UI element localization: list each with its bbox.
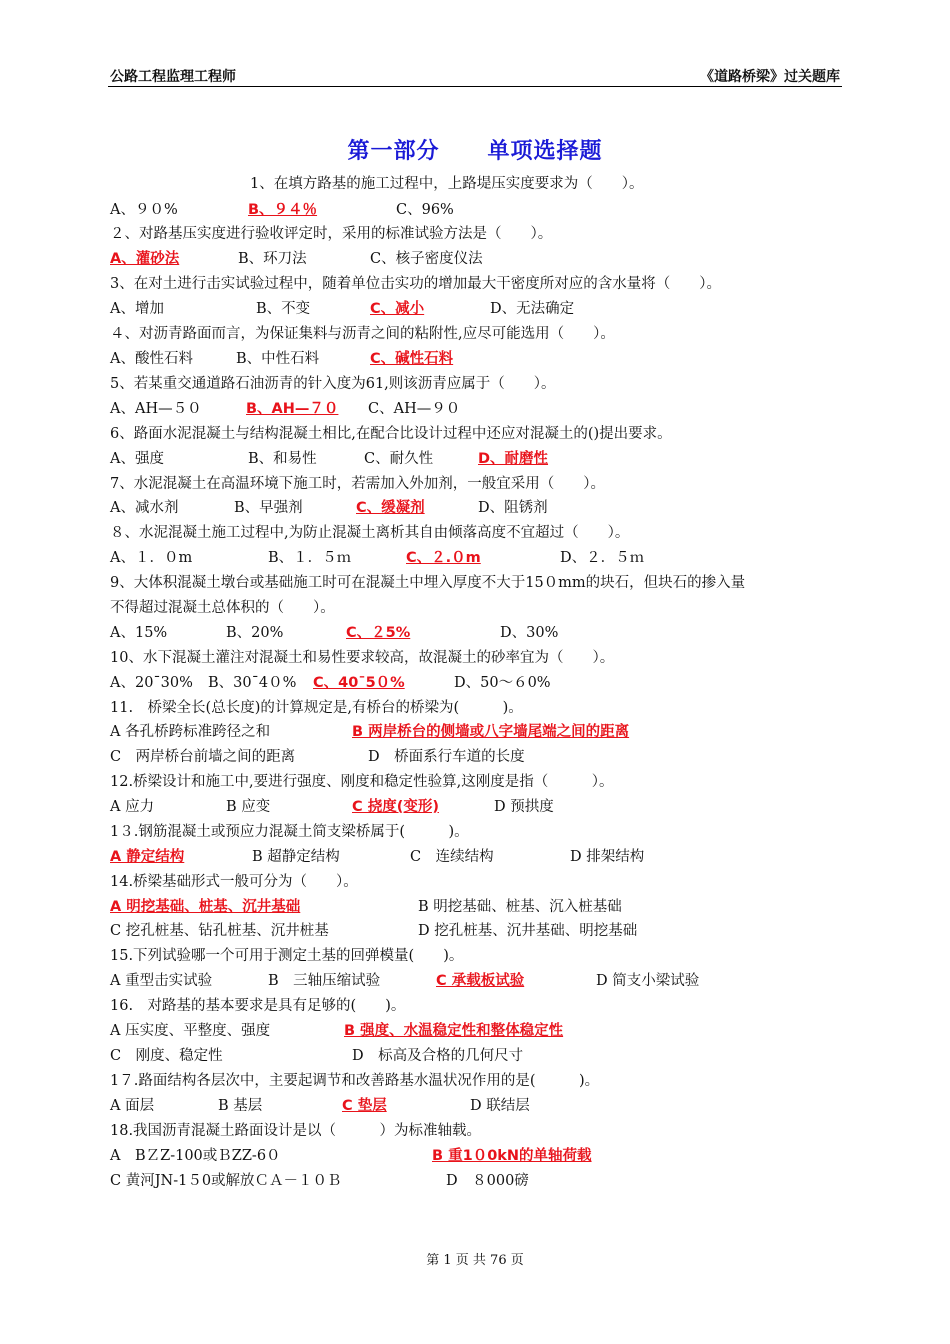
option-17d: D 联结层 (470, 1098, 530, 1114)
option-14c: C 挖孔桩基、钻孔桩基、沉井桩基 (110, 923, 329, 939)
option-2c: C、核子密度仪法 (370, 251, 483, 267)
answer-5b: B、AH—７０ (246, 401, 339, 417)
answer-1b: B、９４％ (248, 202, 318, 218)
option-2b: B、环刀法 (238, 251, 307, 267)
option-11a: A 各孔桥跨标准跨径之和 (110, 724, 271, 740)
answer-2a: A、灌砂法 (110, 251, 180, 267)
header-left: 公路工程监理工程师 (110, 69, 236, 85)
option-10b: B、30¯4０% (208, 675, 297, 691)
question-9-cont: 不得超过混凝土总体积的（ ）。 (110, 600, 335, 616)
option-17b: B 基层 (218, 1098, 263, 1114)
option-6a: A、强度 (110, 451, 164, 467)
answer-9c: C、２5% (346, 625, 411, 641)
answer-8c: C、２.０m (406, 550, 481, 566)
answer-4c: C、碱性石料 (370, 351, 454, 367)
answer-18b: B 重1０0kN的单轴荷载 (432, 1148, 592, 1164)
question-18: 18.我国沥青混凝土路面设计是以（ ）为标准轴载。 (110, 1123, 482, 1139)
option-6c: C、耐久性 (364, 451, 434, 467)
answer-6d: D、耐磨性 (478, 451, 549, 467)
option-15d: D 简支小梁试验 (596, 973, 700, 989)
option-18c: C 黄河JN-1５0或解放ＣＡ－１０Ｂ (110, 1173, 342, 1189)
header-right: 《道路桥梁》过关题库 (700, 69, 840, 85)
option-12d: D 预拱度 (494, 799, 554, 815)
option-5a: A、AH—５０ (110, 401, 202, 417)
option-4b: B、中性石料 (236, 351, 320, 367)
header-divider (108, 86, 842, 87)
question-16: 16. 对路基的基本要求是具有足够的( )。 (110, 998, 406, 1014)
question-5: 5、若某重交通道路石油沥青的针入度为61,则该沥青应属于（ ）。 (110, 376, 556, 392)
question-13: 1３.钢筋混凝土或预应力混凝土简支梁桥属于( )。 (110, 824, 469, 840)
option-10d: D、50～６0% (454, 675, 551, 691)
answer-15c: C 承载板试验 (436, 973, 525, 989)
question-4: ４、对沥青路面而言，为保证集料与沥青之间的粘附性,应尽可能选用（ ）。 (110, 326, 615, 342)
option-15a: A 重型击实试验 (110, 973, 213, 989)
question-6: 6、路面水泥混凝土与结构混凝土相比,在配合比设计过程中还应对混凝土的()提出要求。 (110, 426, 672, 442)
option-9a: A、15% (110, 625, 168, 641)
option-7d: D、阻锈剂 (478, 500, 548, 516)
option-3d: D、无法确定 (490, 301, 575, 317)
question-9: 9、大体积混凝土墩台或基础施工时可在混凝土中埋入厚度不大于15０mm的块石，但块石的掺入量 (110, 575, 746, 591)
question-14: 14.桥梁基础形式一般可分为（ ）。 (110, 874, 358, 890)
option-12a: A 应力 (110, 799, 155, 815)
option-10a: A、20¯30% (110, 675, 193, 691)
option-8d: D、２．５ｍ (560, 550, 645, 566)
question-3: 3、在对土进行击实试验过程中，随着单位击实功的增加最大干密度所对应的含水量将（ ）。 (110, 276, 721, 292)
option-7b: B、早强剂 (234, 500, 303, 516)
option-1c: C、96% (396, 202, 454, 218)
option-13d: D 排架结构 (570, 849, 645, 865)
question-1: 1、在填方路基的施工过程中，上路堤压实度要求为（ ）。 (250, 176, 644, 192)
option-13b: B 超静定结构 (252, 849, 340, 865)
answer-3c: C、减小 (370, 301, 425, 317)
answer-10c: C、40¯5０% (313, 675, 405, 691)
answer-16b: B 强度、水温稳定性和整体稳定性 (344, 1023, 564, 1039)
answer-11b: B 两岸桥台的侧墙或八字墙尾端之间的距离 (352, 724, 630, 740)
answer-12c: C 挠度(变形) (352, 799, 439, 815)
option-14d: D 挖孔桩基、沉井基础、明挖基础 (418, 923, 638, 939)
option-1a: A、９０% (110, 202, 178, 218)
question-12: 12.桥梁设计和施工中,要进行强度、刚度和稳定性验算,这刚度是指（ ）。 (110, 774, 614, 790)
option-17a: A 面层 (110, 1098, 155, 1114)
option-11d: D 桥面系行车道的长度 (368, 749, 525, 765)
option-14b: B 明挖基础、桩基、沉入桩基础 (418, 899, 622, 915)
option-9d: D、30% (500, 625, 559, 641)
title-section: 单项选择题 (487, 139, 603, 164)
option-16d: D 标高及合格的几何尺寸 (352, 1048, 524, 1064)
option-12b: B 应变 (226, 799, 271, 815)
option-11c: C 两岸桥台前墙之间的距离 (110, 749, 296, 765)
question-17: 1７.路面结构各层次中，主要起调节和改善路基水温状况作用的是( )。 (110, 1073, 600, 1089)
option-3a: A、增加 (110, 301, 164, 317)
question-8: ８、水泥混凝土施工过程中,为防止混凝土离析其自由倾落高度不宜超过（ ）。 (110, 525, 630, 541)
question-11: 11. 桥梁全长(总长度)的计算规定是,有桥台的桥梁为( )。 (110, 700, 523, 716)
option-18a: A BＺZ-100或ＢZZ-6０ (110, 1148, 281, 1164)
option-8b: B、１．５ｍ (268, 550, 352, 566)
option-6b: B、和易性 (248, 451, 317, 467)
question-2: ２、对路基压实度进行验收评定时，采用的标准试验方法是（ ）。 (110, 226, 553, 242)
option-16c: C 刚度、稳定性 (110, 1048, 223, 1064)
question-15: 15.下列试验哪一个可用于测定土基的回弹模量( )。 (110, 948, 464, 964)
question-7: 7、水泥混凝土在高温环境下施工时，若需加入外加剂，一般宜采用（ ）。 (110, 476, 605, 492)
answer-17c: C 垫层 (342, 1098, 387, 1114)
option-8a: A、１．０m (110, 550, 193, 566)
page-title (0, 134, 950, 165)
option-7a: A、减水剂 (110, 500, 179, 516)
page-footer: 第 1 页 共 76 页 (426, 1253, 524, 1268)
answer-7c: C、缓凝剂 (356, 500, 425, 516)
option-18d: D ８000磅 (446, 1173, 529, 1189)
title-part: 第一部分 (347, 139, 440, 164)
option-16a: A 压实度、平整度、强度 (110, 1023, 271, 1039)
option-5c: C、AH—９０ (368, 401, 461, 417)
question-10: 10、水下混凝土灌注对混凝土和易性要求较高，故混凝土的砂率宜为（ ）。 (110, 650, 615, 666)
answer-13a: A 静定结构 (110, 849, 185, 865)
option-4a: A、酸性石料 (110, 351, 193, 367)
answer-14a: A 明挖基础、桩基、沉井基础 (110, 899, 301, 915)
option-3b: B、不变 (256, 301, 311, 317)
option-9b: B、20% (226, 625, 284, 641)
option-13c: C 连续结构 (410, 849, 494, 865)
option-15b: B 三轴压缩试验 (268, 973, 381, 989)
